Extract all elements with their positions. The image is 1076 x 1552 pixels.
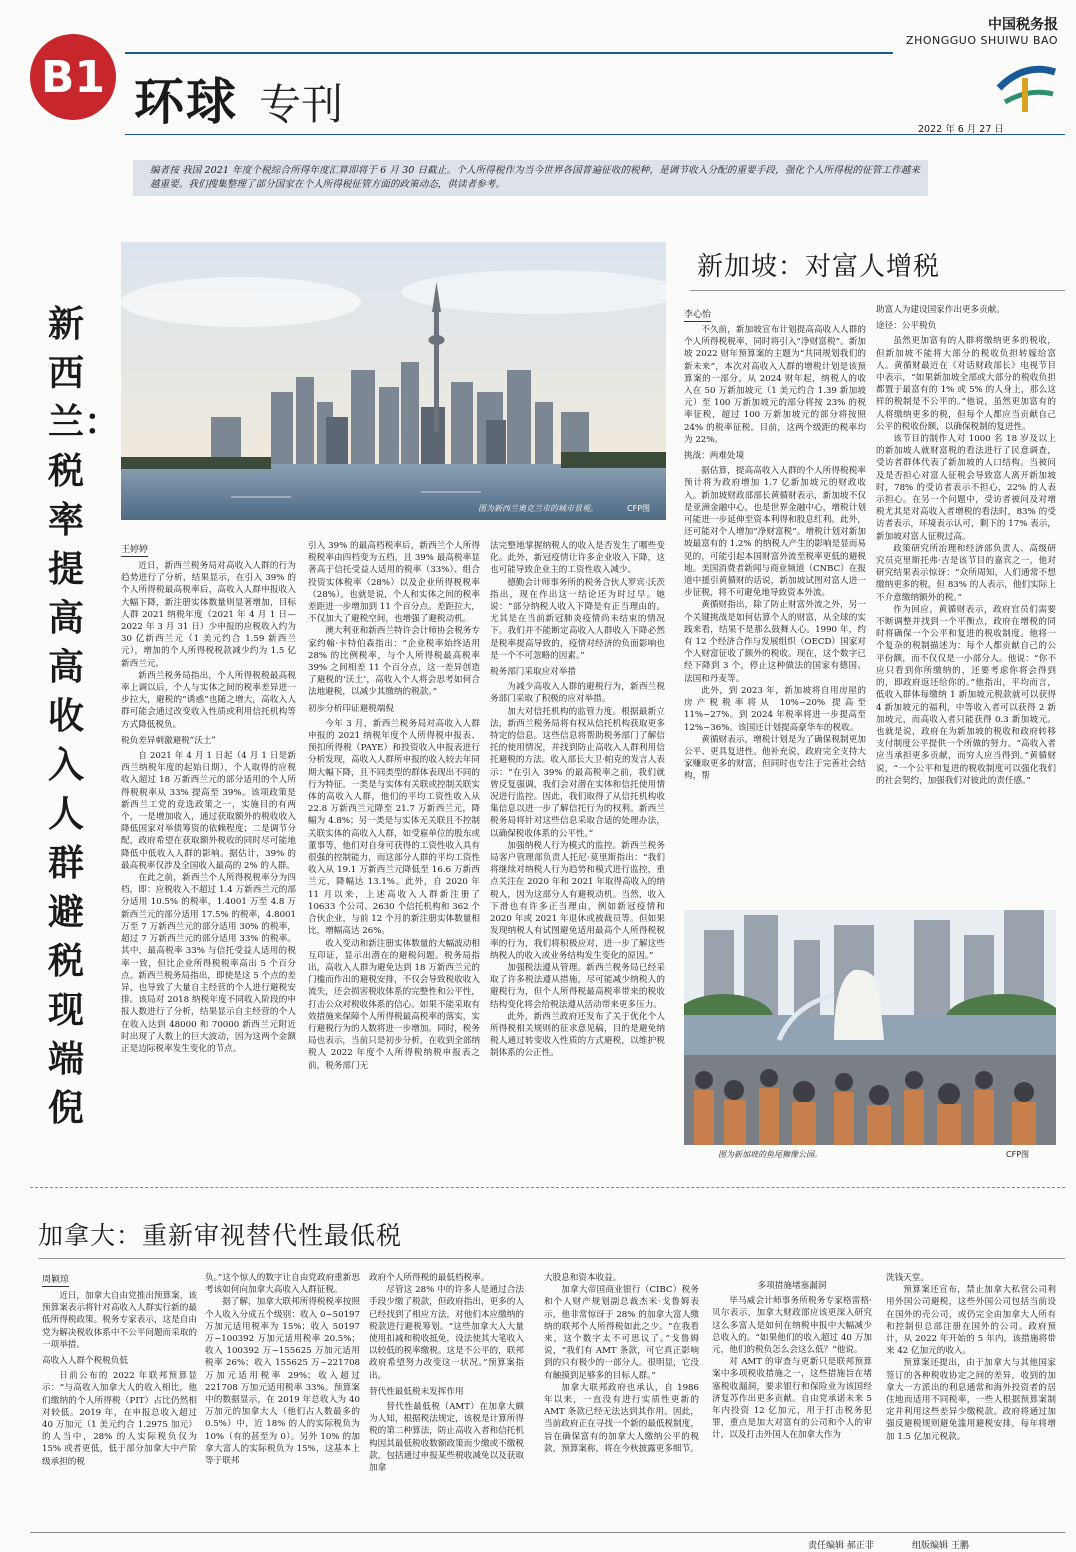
- ca-column-4: [544, 1272, 699, 1522]
- paper-pinyin: ZHONGGUO SHUIWU BAO: [906, 34, 1058, 47]
- nz-subheading-1: 税负差异刺激避税“沃土”: [121, 735, 216, 746]
- paragraph: 加强纳税人行为模式的监控。新西兰税务局客户管理部负责人托尼·莫里斯指出：“我们将继续对纳税人行为趋势和模式进行监控，重点关注在 2020 年和 2021 年取得高收入的纳税人，因为这部分人有避税动机。当然，收入下滑也有许多正当理由，例如新冠疫情和 2020 年或 2021 年退休或被裁员等。但如果发现纳税人有试图避免适用最高个人所得税税率的行为，我们将积极应对，进一步了解这些纳税人的收入或业务结构发生变化的原因。”: [490, 840, 665, 961]
- issue-date: 2022 年 6 月 27 日: [918, 124, 1004, 135]
- paragraph: 政府个人所得税的最低档税率。: [369, 1273, 490, 1283]
- sg-photo-credit: CFP图: [1006, 1150, 1030, 1159]
- paragraph: 对 AMT 的审查与更新只是联邦预算案中多项税收措施之一，这些措施旨在堵塞税收漏洞，要求银行和保险业为该国经济复苏作出更多贡献。自由党承诺未来 5 年内投资 12 亿加元，用于打击税务犯罪，重点是加大对富有的公司和个人的审计，以及打击外国人在加拿大作为: [712, 1357, 872, 1441]
- sg-headline-rule: [690, 290, 1065, 291]
- nz-photo-caption: 图为新西兰奥克兰市的城市景观。: [478, 504, 598, 513]
- paragraph: 自 2021 年 4 月 1 日起（4 月 1 日是新西兰纳税年度的起始日期），个人取得的应税收入超过 18 万新西兰元的部分适用的个人所得税税率从 33% 提高至 39%。该项政策是新西兰工党的竞选政策之一，实施目的有两个，一是增加收入，通过获取额外的税收收入降低国家对举债筹资的依赖程度；二是调节分配，政府希望在获取额外税收的同时尽可能地降低中低收入人群的影响。据估计，39% 的最高税率仅涉及全国收入最高的 2% 的人群。: [121, 751, 296, 871]
- sg-byline: 李心怡: [684, 307, 711, 322]
- ca-byline: 周颖琼: [42, 1272, 69, 1287]
- paragraph: 日前公布的 2022 年联邦预算显示：“与高收入加拿大人的收入相比，他们缴纳的个人所得税（PIT）占比仍然相对较低。2019 年，在申报总收入超过 40 万加元（1 美元约合 1.2975 加元）的人当中，28% 的人实际税负仅为 15% 或者更低，低于部分加拿大中产阶级承担的税: [42, 1371, 197, 1467]
- section-title: 环球 专刊: [134, 73, 344, 131]
- paragraph: 引入 39% 的最高档税率后，新西兰个人所得税税率由四档变为五档，且 39% 最高税率显著高于信托受益人适用的税率（33%）、组合投资实体税率（28%）以及企业所得税税率（28%）。也就是说，个人和实体之间的税率差距进一步增加到 11 个百分点。差距拉大，不仅加大了避税空间，也增强了避税动机。: [308, 541, 480, 625]
- paragraph: 尽管这 28% 中的许多人是通过合法手段少缴了税款，但政府指出，更多的人已经找到了相应方法，对他们本应缴纳的税款进行避税筹划。“这些加拿大人大量使用扣减和税收抵免，设法使其大笔收入以较低的税率缴税。这是不公平的，联邦政府希望努力改变这一状况。”预算案指出。: [369, 1285, 524, 1381]
- paragraph: 洗钱天堂。: [886, 1273, 929, 1283]
- nz-column-1: [121, 560, 296, 1155]
- paragraph: 收入变动和新注册实体数量的大幅波动相互印证，显示出潜在的避税问题。税务局指出，高收入人群为避免达到 18 万新西兰元的门槛而作出的避税安排，不仅会导致税收收入流失，还会损害税收体系的完整性和公平性，打击公众对税收体系的信心。如果不能采取有效措施来保障个人所得税最高税率的落实，实行避税行为的人数将进一步增加。同时，税务局也表示，当前只是初步分析，在收到全部纳税人 2022 年度个人所得税纳税申报表之前，税务部门无: [308, 938, 480, 1071]
- paragraph: 新西兰税务局指出，个人所得税税最高税率上调以后，个人与实体之间的税率差异进一步拉大，避税的“诱惑”也随之增大，高收入人群可能会通过改变收入性质或利用信托机构等方式降低税负。: [121, 670, 296, 730]
- nz-city-photo: [121, 242, 666, 520]
- paragraph: 该节目的制作人对 1000 名 18 岁及以上的新加坡人就财富税的看法进行了民意调查，受访者群体代表了新加坡的人口结构。当被问及是否担心对富人征税会导致富人离开新加坡时，78% 的受访者表示不担心，22% 的人表示担心。在另一个问题中，受访者被问及对增税尤其是对高收入者增税的看法时，83% 的受访者表示，环境表示认可，剩下的 17% 表示，新加坡对富人征税过高。: [876, 434, 1056, 542]
- ca-subheading-2: 替代性最低税未发挥作用: [369, 1386, 464, 1397]
- paragraph: 大股息和资本收益。: [544, 1273, 622, 1283]
- paragraph: 作为回应，黄循财表示，政府官员们需要不断调整并找到一个平衡点，政府在增税的同时将确保一个公平和复进的税收制度。他将一个复杂的税制描述为：每个人都贡献自己的公平份额，而不仅仅是一小部分人。他说：“你不应只看到你所缴纳的，还要考虑你将会得到的，即政府返还给你的。”他指出，平均而言，低收入群体每缴纳 1 新加坡元税款就可以获得 4 新加坡元的福利，中等收入者可以获得 2 新加坡元，而高收入者只能获得 0.3 新加坡元。也就是说，政府在为新加坡的税收和政府转移支付制度公平提供一个所做的努力。“高收入者应当承担更多贡献，而穷人应当得到。”黄循财说，“一个公平和复进的税收制度可以强化我们的社会契约，加强我们对彼此的责任感。”: [876, 604, 1056, 786]
- paragraph: 近日，新西兰税务局对高收入人群的行为趋势进行了分析，结果显示，在引入 39% 的个人所得税最高税率后，高收入人群申报收入大幅下降，新注册实体数量则显著增加，目标人群 2021 纳税年度（2021 年 4 月 1 日—2022 年 3 月 31 日）少申报的应税收入约为 30 亿新西兰元（1 美元约合 1.59 新西兰元），增加的个人所得税税款减少约为 1.5 亿新西兰元。: [121, 561, 296, 669]
- paragraph: 近日，加拿大自由党推出预算案，该预算案表示将针对高收入人群实行新的最低所得税政策。税务专家表示，这是自由党为解决税收体系中不公平问题而采取的一项举措。: [42, 1291, 197, 1350]
- paragraph: 德勤会计师事务所的税务合伙人罗宾·沃茨指出，现在作出这一结论还为时过早。她说：“部分纳税人收入下降是有正当理由的。尤其是在当前新冠肺炎疫情尚未结束的情况下。我们并不能断定高收入人群收入下降必然是税率提高导致的，疫情对经济的负面影响也是一个不可忽略的因素。”: [490, 577, 665, 661]
- ca-subheading-1: 高收入人群个税税负低: [42, 1356, 128, 1367]
- footer-rule: [30, 1532, 1065, 1533]
- footer-editor: 责任编辑 郝正非: [808, 1541, 874, 1551]
- paragraph: 预算案还宣布，禁止加拿大私营公司利用外国公司避税，这些外国公司包括当前设在国外的壳公司，或仍完全由加拿大人所有和控制但总部注册在国外的公司。政府预计，从 2022 年开始的 5 年内，该措施将带来 42 亿加元的收入。: [886, 1285, 1056, 1357]
- paragraph: 加大对信托机构的监管力度。根据最新立法，新西兰税务局将有权从信托机构获取更多特定的信息。这些信息将帮助税务部门了解信托的使用情况，并找到防止高收入人群利用信托避税的方法。收入部长大卫·帕克的发言人表示：“在引入 39% 的最高税率之前，我们就曾反复强调，我们会对潜在实体和信托使用情况进行监控。因此，我们取得了从信托机构收集信息以进一步了解信托行为的权利。新西兰税务局将针对这些信息采取合适的处理办法，以确保税收体系的公平性。”: [490, 706, 665, 839]
- ca-column-5: [712, 1276, 872, 1522]
- nz-subheading-3: 税务部门采取应对举措: [490, 667, 576, 678]
- paragraph: 毕马威会计师事务所税务专家格雷格·贝尔表示，加拿大财政部应该更深入研究这么多富人是如何在纳税申报中大幅减少总收入的。“如果他们的收入超过 40 万加元，他们的税负怎么会这么低？”他说。: [712, 1296, 872, 1356]
- sg-column-1: [684, 324, 866, 902]
- nz-photo-credit: CFP图: [627, 504, 651, 513]
- paragraph: 黄循财指出，除了防止财富外流之外，另一个关键挑战是如何估算个人的财富，从全球的实践来看，结果不是那么鼓舞人心。1990 年，约有 12 个经济合作与发展组织（OECD）国家对个人财富征收了额外的税收。现在，这个数字已经下降到 3 个，停止这种做法的国家有德国、法国和丹麦等。: [684, 600, 866, 684]
- sg-headline: 新加坡：对富人增税: [697, 252, 941, 282]
- paragraph: 不久前，新加坡宣布计划提高高收入人群的个人所得税税率，同时将引入“净财富税”。新加坡 2022 财年预算案的主题为“共同规划我们的新未来”，本次对高收入人群的增税计划是该预算案的一部分。从 2024 财年起，纳税人的收入在 50 万新加坡元（1 美元约合 1.39 新加坡元）至 100 万新加坡元的部分将按 23% 的税率征税，超过 100 万新加坡元的部分将按照 24% 的税率征税。目前，这两个级距的税率均为 22%。: [684, 325, 866, 445]
- paragraph: 据了解，加拿大联邦所得税税率按照个人收入分成五个级别：收入 0~50197 万加元适用税率为 15%；收入 50197 万~100392 万加元适用税率 20.5%；收入 100392 万~155625 万加元适用税率 26%；收入 155625 万~221708 万加元适用税率 29%；收入超过 221708 万加元适用税率 33%。预算案中的数据显示，在 2019 年总收入为 40 万加元的加拿大人（他们占人数最多的 0.5%）中，近 18% 的人的实际税负为 10%（有的甚至为 0）。另外 10% 的加拿大富人的实际税负为 15%，这基本上等于联邦: [205, 1297, 360, 1467]
- sg-column-2: [876, 304, 1056, 902]
- nz-subheading-2: 初步分析印证避税端倪: [308, 703, 394, 714]
- ca-subheading-3: 多项措施堵塞漏洞: [757, 1281, 827, 1291]
- paragraph: 此外，新西兰政府还发布了关于优化个人所得税相关规则的征求意见稿，目的是避免纳税人通过转变收入性质的方式避税，以维护税制体系的公正性。: [490, 1011, 665, 1059]
- paragraph: 加拿大帝国商业银行（CIBC）税务和个人财产规划副总裁杰米·戈鲁姆表示，他非常惊讶于 28% 的加拿大富人缴纳的联邦个人所得税如此之少。“在我看来，这个数字太不可思议了。”戈鲁姆说，“我们有 AMT 条款，可它真正影响到的只有极少的一部分人。很明显，它没有触摸到足够多的目标人群。”: [544, 1285, 699, 1381]
- paragraph: 预算案还提出，由于加拿大与其他国家签订的各种税收协定之间的差异，收到的加拿大一方派出的利息通常和海外投资者的居住地而适用不同税率，一些人根据预算案制定并利用这些差异少缴税款。政府将通过加强反避税规则避免滥用避税安排，每年将增加 1.5 亿加元税款。: [886, 1358, 1056, 1442]
- paragraph: 澳大利亚和新西兰特许会计师协会税务专家约翰·卡特伯森指出：“企业税率始终适用 28% 的比例税率，与个人所得税最高税率 39% 之间相差 11 个百分点，这一差异创造了避税的‘沃土’，高收入个人将会思考如何合法地避税，以减少其缴纳的税款。”: [308, 626, 480, 698]
- paragraph: 替代性最低税（AMT）在加拿大颇为人知，根据税法规定，该税是计算所得税的第二种算法，防止高收入者和信托机构因其最低税收数额政策而少缴或不缴税款，包括通过申报某些税收减免以及获取加拿: [369, 1402, 524, 1474]
- ca-column-6: [886, 1272, 1056, 1522]
- nz-byline: 王婷婷: [121, 542, 148, 557]
- paragraph: 在此之前，新西兰个人所得税税率分为四档，即：应税收入不超过 1.4 万新西兰元的部分适用 10.5% 的税率，1.4001 万至 4.8 万新西兰元的部分适用 17.5% 的税率，4.8001 万至 7 万新西兰元的部分适用 30% 的税率，超过 7 万新西兰元的部分适用 33% 的税率。其中，最高税率 33% 与信托受益人适用的税率一致，但比企业所得税税率高出 5 个百分点。新西兰税务局指出，即使是这 5 个点的差异，也导致了大量自主经营的个人进行避税安排。该局对 2018 纳税年度不同收入阶段的申报人数进行了分析，结果显示自主经营的个人在收入达到 48000 和 70000 新西兰元附近时出现了人数上的巨大波动，因为这两个金额正是边际税率发生变化的节点。: [121, 873, 296, 1054]
- page-badge: B1: [30, 34, 116, 120]
- sg-merlion-photo: [684, 910, 1056, 1145]
- ca-column-1: [42, 1290, 197, 1522]
- paragraph: 助富人为建设国家作出更多贡献。: [876, 305, 1005, 315]
- paper-name: 中国税务报: [988, 17, 1058, 33]
- ca-column-2: [205, 1272, 360, 1522]
- paragraph: 黄循财表示，增税计划是为了确保税制更加公平、更具复进性。他补充说，政府完全支持大家赚取更多的财富，但同时也专注于完善社会结构，帮: [684, 734, 866, 782]
- paper-logo: [995, 58, 1059, 116]
- paragraph: 据估算，提高高收入人群的个人所得税税率预计将为政府增加 1.7 亿新加坡元的财政收入。新加坡财政部部长黄循财表示，新加坡不仅是亚洲金融中心，也是世界金融中心，增税计划可能进一步延伸至资本利得和股息红利。此外，还可能对个人增加“净财富税”。增税计划对新加坡最富有的 1.2% 的纳税人产生的影响是显而易见的，可能引起本国财富外流至税率更低的避税地。美国消费者新闻与商业频道（CNBC）在报道中援引黄循财的话说，新加坡试图对富人进一步征税，将不可避免地导致资本外流。: [684, 466, 866, 599]
- ca-headline: 加拿大：重新审视替代性最低税: [38, 1221, 403, 1250]
- paragraph: 此外，到 2023 年，新加坡将自用房屋的房产税税率将从 10%~20% 提高至 11%~27%。到 2024 年税率将进一步提高至 12%~36%。该国还计划提高豪华车的税收。: [684, 685, 866, 733]
- ca-top-rule: [30, 1187, 1065, 1188]
- paragraph: 加拿大联邦政府也承认，自 1986 年以来，一直没有进行实质性更新的 AMT 条款已经无法达到其作用。因此，当前政府正在寻找一个新的最低税制度，旨在确保富有的加拿大人缴纳公平的税款，预算案称，将在今秋披露更多细节。: [544, 1382, 699, 1454]
- paragraph: 负。”这个惊人的数字让自由党政府重新思考该如何向加拿大高收入人群征税。: [205, 1273, 360, 1296]
- nz-column-3: [490, 540, 665, 1155]
- sg-subheading-1: 挑战：两难处境: [684, 451, 745, 462]
- paragraph: 虽然更加富有的人群将缴纳更多的税收，但新加坡不能将大部分的税收负担转嫁给富人。黄循财最近在《对话财政部长》电视节目中表示，“如果新加坡全部或大部分的税收负担都置于最富有的 1% 或 5% 的人身上，那么这样的税制是不公平的。”他说，虽然更加富有的人将缴纳更多的税，但每个人都应当贡献自己公平的税收份额，以确保税制的复进性。: [876, 336, 1056, 432]
- paragraph: 政策研究所治理和经济部负责人、高级研究员克里斯托弗·吉是该节目的嘉宾之一，他对研究结果表示惊讶：“众所周知，人们通常不想缴纳更多的税，但 83% 的人表示，他们实际上不介意缴纳额外的税。”: [876, 543, 1056, 603]
- footer-layout-editor: 组版编辑 王鹏: [912, 1541, 969, 1551]
- nz-column-2: [308, 540, 480, 1155]
- ca-headline-rule: [38, 1258, 1065, 1259]
- nz-headline: 新西兰：税率提高 高收入人群避税现端倪: [48, 303, 121, 1129]
- editor-note-text: 编者按 我国 2021 年度个税综合所得年度汇算即将于 6 月 30 日截止。个人所得税作为当今世界各国普遍征收的税种，是调节收入分配的重要手段，强化个人所得税的征管工作越来越重要。我们搜集整理了部分国家在个人所得税征管方面的政策动态，供读者参考。: [150, 165, 920, 190]
- sg-photo-caption: 图为新加坡的鱼尾狮像公园。: [718, 1150, 822, 1159]
- header-divider-top: [125, 52, 893, 54]
- paragraph: 今年 3 月，新西兰税务局对高收入人群申报的 2021 纳税年度个人所得税申报表、预扣所得税（PAYE）和投资收入申报表进行分析发现，高收入人群所申报的收入较去年同期大幅下降，且不同类型的群体表现出不同的行为特征。一类是与实体有关联或控制关联实体的高收入人群，他们的平均工资性收入从 22.8 万新西兰元降至 21.7 万新西兰元，降幅为 4.8%；另一类是与实体无关联且不控制关联实体的高收入人群，如受雇单位的股东或董事等，他们对自身可获得的工资性收入具有很强的控制能力，而这部分人群的平均工资性收入从 19.1 万新西兰元降低至 16.6 万新西兰元，降幅达 13.1%。此外，自 2020 年 11 月以来，上述高收入人群新注册了 10633 个公司、2630 个信托机构和 362 个合伙企业，与前 12 个月的新注册实体数量相比，增幅高达 26%。: [308, 718, 480, 937]
- paragraph: 法完整地掌握纳税人的收入是否发生了哪些变化。此外，新冠疫情让许多企业收入下降，这也可能导致企业主的工资性收入减少。: [490, 541, 665, 576]
- paragraph: 为减少高收入人群的避税行为，新西兰税务部门采取了积极的应对举措。: [490, 682, 665, 705]
- ca-column-3: [369, 1272, 524, 1522]
- sg-subheading-2: 途径：公平税负: [876, 321, 937, 332]
- paragraph: 加强税法遵从管理。新西兰税务局已经采取了许多税法遵从措施，尽可能减少纳税人的避税行为，但个人所得税最高税率带来的税收结构变化将会给税法遵从活动带来更多压力。: [490, 962, 665, 1010]
